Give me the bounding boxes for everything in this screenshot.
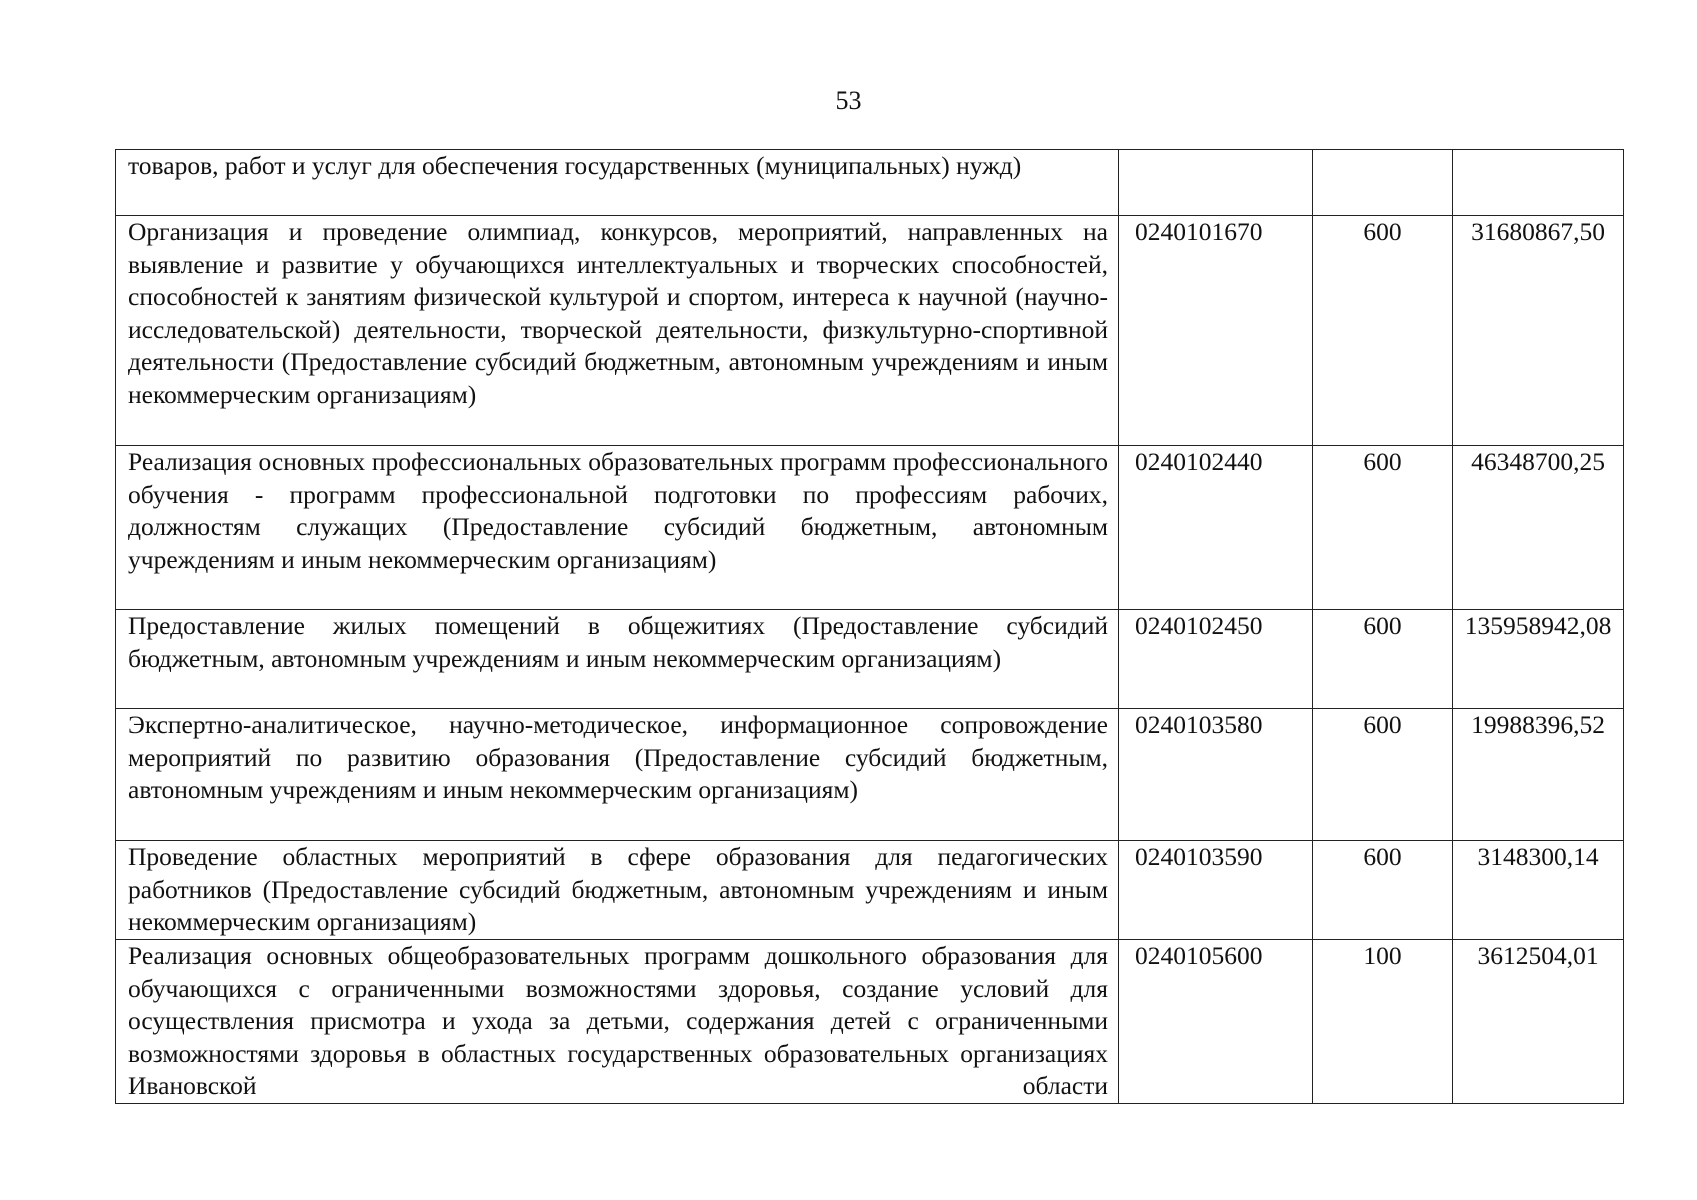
row-expense-type: 600 [1313, 709, 1453, 841]
row-amount: 46348700,25 [1453, 446, 1624, 610]
table-row [116, 841, 1624, 940]
table-row [116, 709, 1624, 841]
row-amount: 31680867,50 [1453, 216, 1624, 446]
row-description: Реализация основных общеобразовательных программ дошкольного образования для обучающихся с ограниченными возможностями здоровья, создание условий для осуществления присмотра и ухода за детьми, содержания детей с ограниченными возможностями здоровья в областных государственных образовательных организациях Ивановской области [128, 941, 1108, 1101]
row-description: Проведение областных мероприятий в сфере образования для педагогических работников (Предоставление субсидий бюджетным, автономным учреждениям и иным некоммерческим организациям) [116, 841, 1119, 940]
row-description: товаров, работ и услуг для обеспечения государственных (муниципальных) нужд) [116, 150, 1119, 216]
row-amount: 3612504,01 [1453, 940, 1624, 1104]
row-description: Реализация основных профессиональных образовательных программ профессионального обучения - программ профессиональной подготовки по профессиям рабочих, должностям служащих (Предоставление субсидий бюджетным, автономным учреждениям и иным некоммерческим организациям) [116, 446, 1119, 610]
row-expense-type: 600 [1313, 216, 1453, 446]
row-amount [1453, 150, 1624, 216]
row-description-cell [116, 940, 1119, 1104]
table-row [116, 150, 1624, 216]
row-description: Предоставление жилых помещений в общежитиях (Предоставление субсидий бюджетным, автономным учреждениям и иным некоммерческим организациям) [116, 610, 1119, 709]
page-number: 53 [835, 86, 862, 115]
row-target-code: 0240102440 [1119, 446, 1313, 610]
row-amount: 3148300,14 [1453, 841, 1624, 940]
budget-table [115, 149, 1624, 1104]
row-target-code [1119, 150, 1313, 216]
table-row [116, 610, 1624, 709]
table-row [116, 216, 1624, 446]
row-amount: 19988396,52 [1453, 709, 1624, 841]
row-amount: 135958942,08 [1453, 610, 1624, 709]
row-expense-type: 100 [1313, 940, 1453, 1104]
row-description: Экспертно-аналитическое, научно-методическое, информационное сопровождение мероприятий по развитию образования (Предоставление субсидий бюджетным, автономным учреждениям и иным некоммерческим организациям) [116, 709, 1119, 841]
table-row [116, 940, 1624, 1104]
row-expense-type: 600 [1313, 610, 1453, 709]
row-target-code: 0240102450 [1119, 610, 1313, 709]
row-expense-type [1313, 150, 1453, 216]
row-target-code: 0240105600 [1119, 940, 1313, 1104]
row-expense-type: 600 [1313, 446, 1453, 610]
row-description: Организация и проведение олимпиад, конкурсов, мероприятий, направленных на выявление и развитие у обучающихся интеллектуальных и творческих способностей, способностей к занятиям физической культурой и спортом, интереса к научной (научно-исследовательской) деятельности, творческой деятельности, физкультурно-спортивной деятельности (Предоставление субсидий бюджетным, автономным учреждениям и иным некоммерческим организациям) [116, 216, 1119, 446]
table-row [116, 446, 1624, 610]
row-expense-type: 600 [1313, 841, 1453, 940]
row-target-code: 0240101670 [1119, 216, 1313, 446]
row-target-code: 0240103580 [1119, 709, 1313, 841]
row-target-code: 0240103590 [1119, 841, 1313, 940]
